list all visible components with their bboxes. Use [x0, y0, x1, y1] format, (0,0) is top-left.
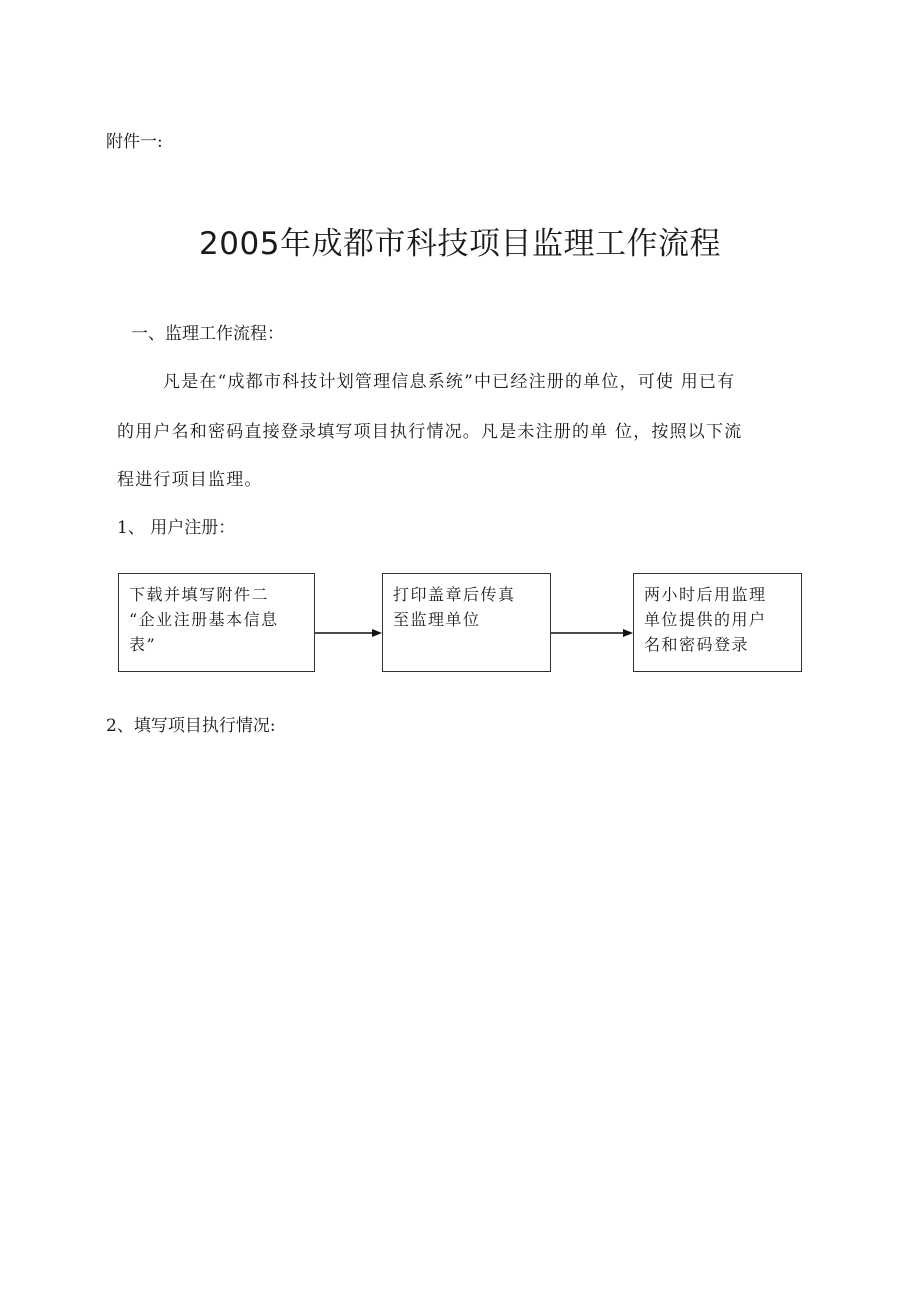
flow-box-text: 单位提供的用户 — [644, 610, 767, 629]
step-1-label: 1、 用户注册： — [117, 518, 236, 538]
arrow-2 — [551, 629, 633, 637]
attachment-label: 附件一: — [106, 132, 163, 152]
paragraph-line-3: 程进行项目监理。 — [117, 470, 263, 490]
flow-box-text: 名和密码登录 — [644, 635, 750, 654]
step-2-label: 2、填写项目执行情况: — [106, 716, 276, 736]
paragraph-line-1: 凡是在“成都市科技计划管理信息系统”中已经注册的单位，可使 用已有 — [163, 372, 736, 392]
page-title: 2005年成都市科技项目监理工作流程 — [199, 226, 721, 262]
flow-box-text: “企业注册基本信息 — [129, 610, 279, 629]
section-heading: 一、监理工作流程： — [131, 324, 284, 344]
flow-box-text: 表” — [129, 635, 157, 654]
arrow-1 — [315, 629, 382, 637]
flow-box-text: 两小时后用监理 — [644, 585, 767, 604]
flow-box-text: 打印盖章后传真 — [393, 585, 516, 604]
paragraph-line-2: 的用户名和密码直接登录填写项目执行情况。凡是未注册的单 位，按照以下流 — [117, 422, 743, 442]
flow-box-text: 下载并填写附件二 — [129, 585, 270, 604]
flow-box-text: 至监理单位 — [393, 610, 481, 629]
